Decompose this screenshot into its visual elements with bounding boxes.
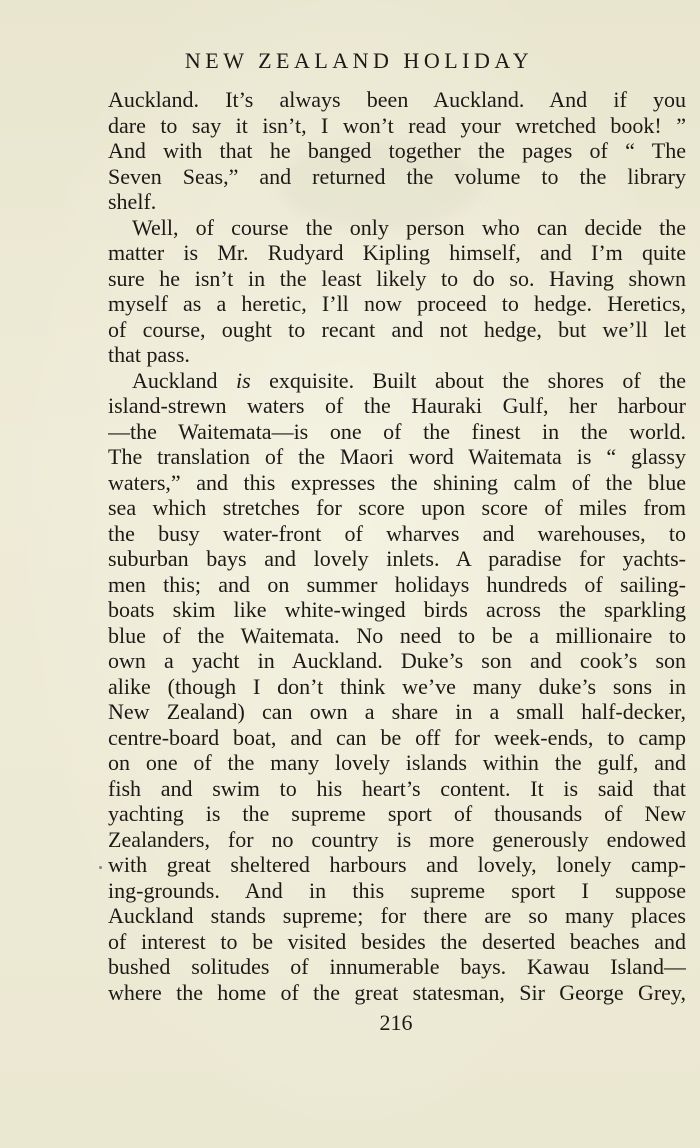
text-line-italic-emphasis: Auckland is exquisite. Built about the shores of the xyxy=(132,367,686,393)
text-line: shelf. xyxy=(108,189,157,214)
text-line: The translation of the Maori word Waitemata is “ glassy xyxy=(108,444,686,469)
text-line: own a yacht in Auckland. Duke’s son and cook’s son xyxy=(108,648,686,673)
text-line: alike (though I don’t think we’ve many duke’s sons in xyxy=(108,673,686,699)
text-line: men this; and on summer holidays hundreds of sailing- xyxy=(108,571,686,597)
text-line: Seven Seas,” and returned the volume to the library xyxy=(108,163,686,189)
text-line: New Zealand) can own a share in a small half-decker, xyxy=(108,699,686,724)
text-line: island-strewn waters of the Hauraki Gulf, her harbour xyxy=(108,393,686,418)
text-line: yachting is the supreme sport of thousands of New xyxy=(108,801,686,826)
text-line: centre-board boat, and can be off for week-ends, to camp xyxy=(108,724,686,750)
running-head: NEW ZEALAND HOLIDAY xyxy=(184,48,534,73)
text-line: fish and swim to his heart’s content. It is said that xyxy=(108,775,686,801)
text-line: ing-grounds. And in this supreme sport I suppose xyxy=(108,877,686,903)
text-line: on one of the many lovely islands within the gulf, and xyxy=(108,750,686,775)
text-line: of course, ought to recant and not hedge, but we’ll let xyxy=(108,316,686,342)
text-line: blue of the Waitemata. No need to be a millionaire to xyxy=(108,622,686,648)
text-line: where the home of the great statesman, Sir George Grey, xyxy=(108,979,686,1005)
text-line: sure he isn’t in the least likely to do so. Having shown xyxy=(108,265,686,291)
text-line: that pass. xyxy=(108,342,190,367)
emphasis-word: is xyxy=(236,367,251,393)
text-line: And with that he banged together the pages of “ The xyxy=(108,138,686,163)
margin-dot xyxy=(99,866,102,869)
text-line: with great sheltered harbours and lovely, lonely camp- xyxy=(108,852,686,877)
text-line: waters,” and this expresses the shining calm of the blue xyxy=(108,469,686,495)
text-line: Well, of course the only person who can decide the xyxy=(132,214,686,240)
text-line: myself as a heretic, I’ll now proceed to hedge. Heretics, xyxy=(108,291,686,316)
text-line: bushed solitudes of innumerable bays. Kawau Island— xyxy=(108,954,686,979)
text-line: the busy water-front of wharves and warehouses, to xyxy=(108,520,686,546)
text-line: sea which stretches for score upon score of miles from xyxy=(108,495,686,520)
text-line: Auckland. It’s always been Auckland. And if you xyxy=(108,87,686,112)
text-line: Auckland stands supreme; for there are so many places xyxy=(108,903,686,928)
text-line: boats skim like white-winged birds across the sparkling xyxy=(108,597,686,622)
page-number: 216 xyxy=(379,1010,413,1035)
text-line: dare to say it isn’t, I won’t read your wretched book! ” xyxy=(108,112,686,138)
text-line: matter is Mr. Rudyard Kipling himself, and I’m quite xyxy=(108,240,686,265)
body-text xyxy=(108,87,686,1005)
text-line: of interest to be visited besides the deserted beaches and xyxy=(108,928,686,954)
text-line: —the Waitemata—is one of the finest in the world. xyxy=(108,418,686,444)
text-line: suburban bays and lovely inlets. A paradise for yachts- xyxy=(108,546,686,571)
text-line: Zealanders, for no country is more generously endowed xyxy=(108,826,686,852)
